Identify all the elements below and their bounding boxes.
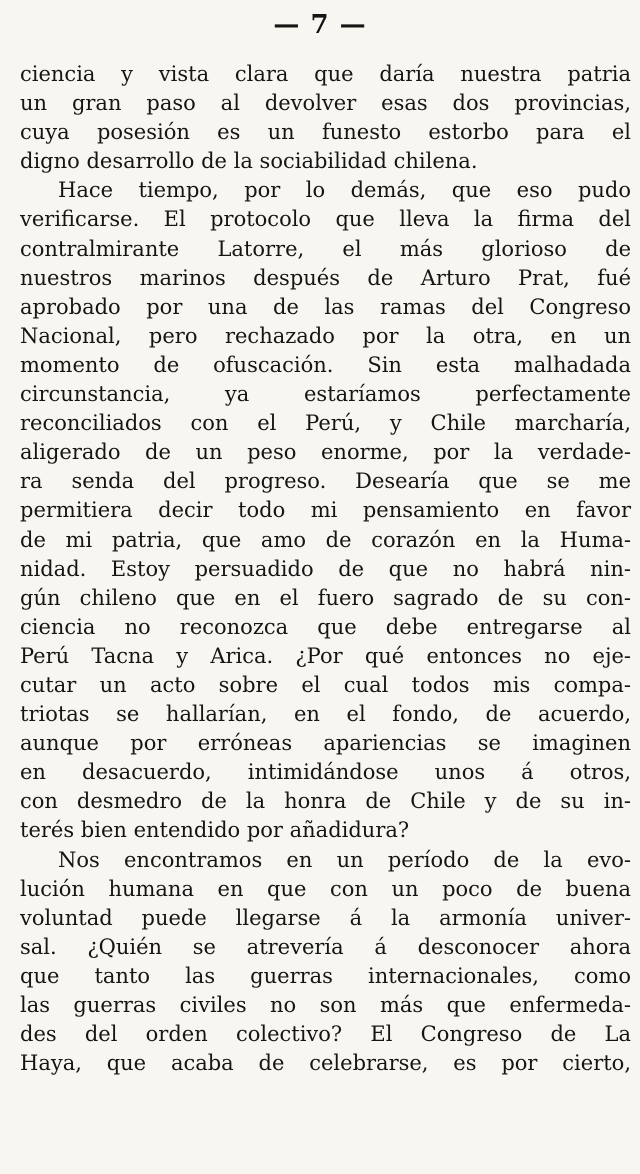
text-line: permitiera decir todo mi pensamiento en favor	[20, 498, 631, 523]
text-line: que tanto las guerras internacionales, como	[20, 963, 631, 988]
body-text	[20, 60, 631, 1078]
text-line: momento de ofuscación. Sin esta malhadada	[20, 352, 631, 377]
text-line: un gran paso al devolver esas dos provincias,	[20, 91, 631, 116]
text-line: cuya posesión es un funesto estorbo para el	[20, 120, 631, 145]
text-line: nidad. Estoy persuadido de que no habrá nin-	[20, 556, 631, 581]
text-line: verificarse. El protocolo que lleva la firma del	[20, 207, 631, 232]
text-line: las guerras civiles no son más que enfermeda-	[20, 993, 631, 1017]
text-line: gún chileno que en el fuero sagrado de su con-	[20, 585, 631, 610]
text-line: aligerado de un peso enorme, por la verdade-	[20, 440, 631, 465]
text-line: aunque por erróneas apariencias se imaginen	[20, 731, 631, 756]
text-line: des del orden colectivo? El Congreso de La	[20, 1022, 631, 1047]
text-line: circunstancia, ya estaríamos perfectamente	[20, 382, 631, 407]
text-line: ciencia no reconozca que debe entregarse al	[20, 614, 631, 639]
text-line: Nos encontramos en un período de la evo-	[58, 847, 631, 872]
text-line: cutar un acto sobre el cual todos mis compa-	[20, 672, 631, 697]
text-line: en desacuerdo, intimidándose unos á otros,	[20, 760, 631, 785]
text-line: triotas se hallarían, en el fondo, de acuerdo,	[20, 702, 631, 727]
text-line: Perú Tacna y Arica. ¿Por qué entonces no eje-	[20, 643, 631, 668]
text-line: Hace tiempo, por lo demás, que eso pudo	[58, 178, 631, 203]
text-line: reconciliados con el Perú, y Chile marcharía,	[20, 411, 631, 436]
text-line: Haya, que acaba de celebrarse, es por cierto,	[20, 1051, 631, 1076]
text-line: ciencia y vista clara que daría nuestra patria	[20, 62, 631, 86]
text-line: con desmedro de la honra de Chile y de su in-	[20, 789, 631, 814]
text-line: sal. ¿Quién se atrevería á desconocer ahora	[20, 934, 631, 959]
text-line: ra senda del progreso. Desearía que se me	[20, 469, 631, 494]
text-line: voluntad puede llegarse á la armonía univer-	[20, 905, 631, 930]
text-line: de mi patria, que amo de corazón en la Huma-	[20, 527, 631, 552]
text-line: Nacional, pero rechazado por la otra, en un	[20, 323, 631, 348]
page-number: — 7 —	[273, 10, 367, 40]
text-line: nuestros marinos después de Arturo Prat, fué	[20, 265, 631, 290]
text-line: aprobado por una de las ramas del Congreso	[20, 294, 631, 319]
text-line: terés bien entendido por añadidura?	[20, 818, 410, 843]
text-line: digno desarrollo de la sociabilidad chilena.	[20, 149, 478, 174]
text-line: lución humana en que con un poco de buena	[20, 876, 631, 901]
text-line: contralmirante Latorre, el más glorioso de	[20, 236, 631, 261]
